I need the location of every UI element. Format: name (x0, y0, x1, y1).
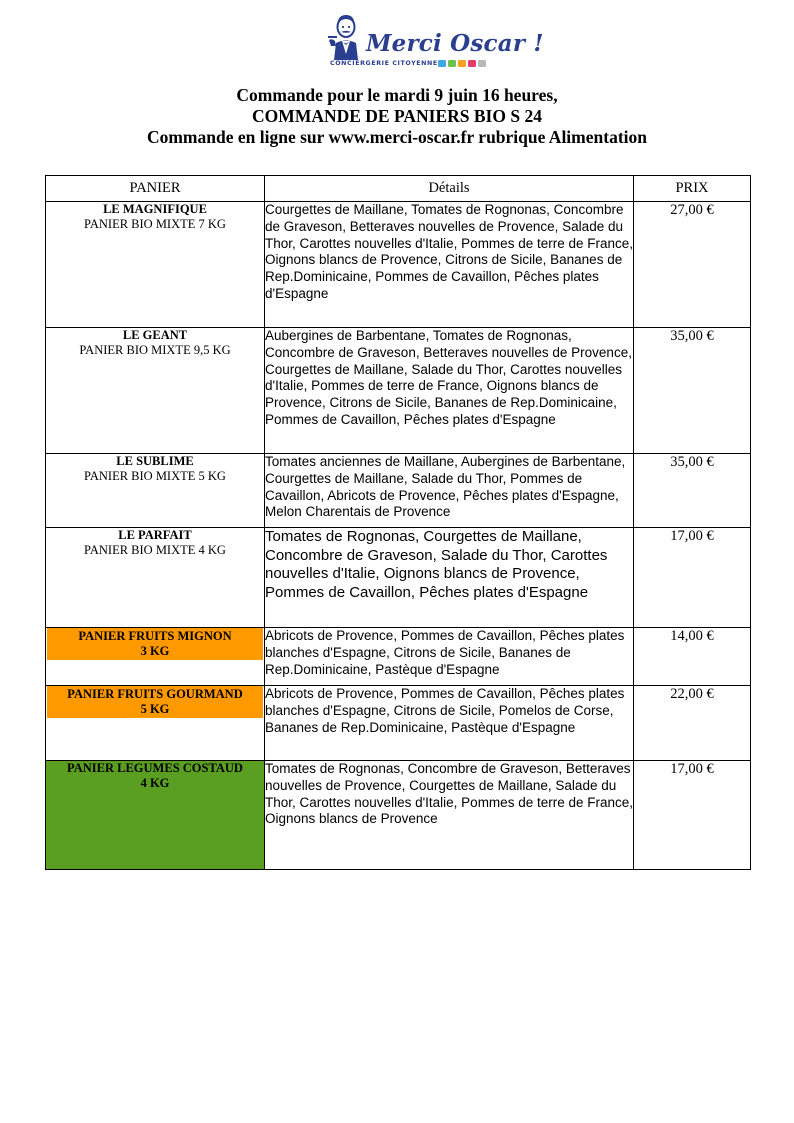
basket-subtitle: PANIER BIO MIXTE 5 KG (84, 469, 226, 483)
logo-dot (478, 60, 486, 67)
column-header-panier: PANIER (46, 176, 265, 202)
column-header-prix: PRIX (634, 176, 751, 202)
basket-name: LE MAGNIFIQUE (103, 202, 207, 216)
butler-mascot-icon (326, 10, 366, 62)
table-row (46, 454, 751, 528)
basket-name: PANIER FRUITS GOURMAND (67, 687, 243, 701)
basket-price: 17,00 € (634, 528, 751, 628)
basket-details: Tomates de Rognonas, Courgettes de Maillane, Concombre de Graveson, Salade du Thor, Carottes nouvelles d'Italie, Oignons blancs de Provence, Pommes de Cavaillon, Pêches plates d'Espagne (265, 528, 634, 628)
basket-price: 35,00 € (634, 454, 751, 528)
heading-line-2: COMMANDE DE PANIERS BIO S 24 (252, 106, 542, 126)
basket-name-cell (46, 454, 265, 528)
logo-dot (448, 60, 456, 67)
table-row (46, 328, 751, 454)
table-row (46, 202, 751, 328)
baskets-table (45, 175, 751, 870)
logo-color-dots (438, 60, 486, 67)
logo-dot (468, 60, 476, 67)
logo-wordmark: Merci Oscar ! (366, 30, 544, 57)
basket-price: 27,00 € (634, 202, 751, 328)
basket-details: Abricots de Provence, Pommes de Cavaillon, Pêches plates blanches d'Espagne, Citrons de Sicile, Pomelos de Corse, Bananes de Rep.Dominicaine, Pastèque d'Espagne (265, 686, 634, 761)
basket-details: Tomates anciennes de Maillane, Aubergines de Barbentane, Courgettes de Maillane, Salade du Thor, Pommes de Cavaillon, Abricots de Provence, Pêches plates d'Espagne, Melon Charentais de Provence (265, 454, 634, 528)
basket-name-cell (46, 761, 265, 870)
basket-name: LE PARFAIT (118, 528, 192, 542)
order-heading (0, 85, 794, 148)
basket-price: 35,00 € (634, 328, 751, 454)
logo-dot (438, 60, 446, 67)
basket-subtitle: 3 KG (140, 644, 170, 658)
basket-details: Courgettes de Maillane, Tomates de Rognonas, Concombre de Graveson, Betteraves nouvelles de Provence, Salade du Thor, Carottes nouvelles d'Italie, Pommes de terre de France, Oignons blancs de Provence, Citrons de Sicile, Bananes de Rep.Dominicaine, Pommes de Cavaillon, Pêches plates d'Espagne (265, 202, 634, 328)
basket-name: PANIER LEGUMES COSTAUD (67, 761, 243, 775)
basket-price: 22,00 € (634, 686, 751, 761)
basket-details: Tomates de Rognonas, Concombre de Graveson, Betteraves nouvelles de Provence, Courgettes de Maillane, Salade du Thor, Carottes nouvelles d'Italie, Pommes de terre de France, Oignons blancs de Provence (265, 761, 634, 870)
column-header-details: Détails (265, 176, 634, 202)
table-row (46, 528, 751, 628)
basket-highlight (47, 628, 263, 660)
basket-subtitle: 5 KG (140, 702, 170, 716)
logo-dot (458, 60, 466, 67)
basket-details: Aubergines de Barbentane, Tomates de Rognonas, Concombre de Graveson, Betteraves nouvelles de Provence, Courgettes de Maillane, Salade du Thor, Carottes nouvelles d'Italie, Pommes de terre de France, Oignons blancs de Provence, Citrons de Sicile, Bananes de Rep.Dominicaine, Pommes de Cavaillon, Pêches plates d'Espagne (265, 328, 634, 454)
basket-name: PANIER FRUITS MIGNON (78, 629, 232, 643)
basket-name-cell (46, 628, 265, 686)
basket-subtitle: PANIER BIO MIXTE 4 KG (84, 543, 226, 557)
basket-price: 17,00 € (634, 761, 751, 870)
basket-name: LE GEANT (122, 328, 188, 342)
table-row (46, 628, 751, 686)
basket-name-cell (46, 528, 265, 628)
basket-name-cell (46, 328, 265, 454)
basket-name-cell (46, 686, 265, 761)
basket-price: 14,00 € (634, 628, 751, 686)
table-row (46, 761, 751, 870)
basket-details: Abricots de Provence, Pommes de Cavaillon, Pêches plates blanches d'Espagne, Citrons de Sicile, Bananes de Rep.Dominicaine, Pastèque d'Espagne (265, 628, 634, 686)
table-header-row (46, 176, 751, 202)
basket-name: LE SUBLIME (116, 454, 194, 468)
basket-name-cell (46, 202, 265, 328)
merci-oscar-logo (326, 8, 544, 70)
table-row (46, 686, 751, 761)
heading-line-1: Commande pour le mardi 9 juin 16 heures, (236, 85, 558, 105)
basket-subtitle: PANIER BIO MIXTE 7 KG (84, 217, 226, 231)
basket-subtitle: PANIER BIO MIXTE 9,5 KG (79, 343, 231, 357)
logo-tagline: CONCIERGERIE CITOYENNE (330, 60, 438, 67)
heading-line-3: Commande en ligne sur www.merci-oscar.fr rubrique Alimentation (146, 127, 648, 147)
basket-highlight (47, 686, 263, 718)
basket-subtitle: 4 KG (140, 776, 170, 790)
